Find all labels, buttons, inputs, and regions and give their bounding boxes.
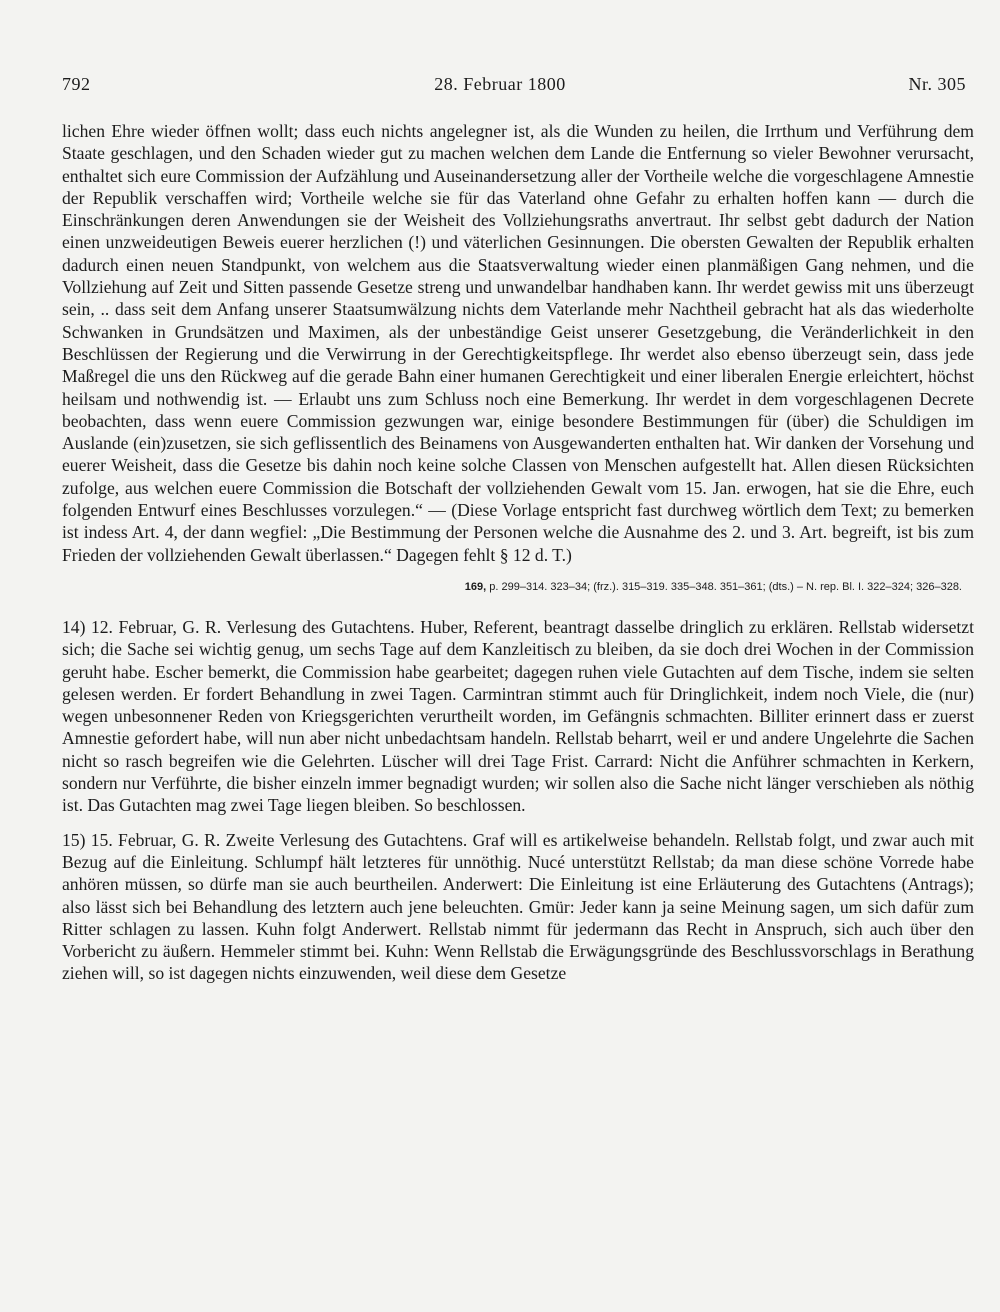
paragraph-commission-report: lichen Ehre wieder öffnen wollt; dass euch nichts angelegner ist, als die Wunden zu heilen, die Irrthum und Verführung dem Staate geschlagen, und den Schaden wieder gut zu machen welchen dem Lande die Entfernung so vieler Bewohner verursacht, enthaltet sich eure Commission der Aufzählung und Auseinandersetzung aller der Vortheile welche die vorgeschlagene Amnestie der Republik verschaffen wird; Vortheile welche sie für das Vaterland ohne Gefahr zu erhalten hoffen kann — durch die Einschränkungen deren Anwendungen sie der Weisheit des Vollziehungsraths anvertraut. Ihr selbst gebt dadurch der Nation einen unzweideutigen Beweis euerer herzlichen (!) und väterlichen Gesinnungen. Die obersten Gewalten der Republik erhalten dadurch einen neuen Standpunkt, von welchem aus die Staatsverwaltung wieder einen planmäßigen Gang nehmen, und die Vollziehung auf Zeit und Sitten passende Gesetze streng und unwandelbar handhaben kann. Ihr werdet gewiss mit uns überzeugt sein, .. dass seit dem Anfang unserer Staatsumwälzung nichts dem Vaterlande mehr Nachtheil gebracht hat als das wiederholte Schwanken in Grundsätzen und Maximen, als der unbeständige Geist unserer Gesetzgebung, die Veränderlichkeit in den Beschlüssen der Regierung und die Verwirrung in der Gerechtigkeitspflege. Ihr werdet also ebenso überzeugt sein, dass jede Maßregel die uns den Rückweg auf die gerade Bahn einer humanen Gerechtigkeit und einer liberalen Energie erleichtert, höchst heilsam und nothwendig ist. — Erlaubt uns zum Schluss noch eine Bemerkung. Ihr werdet in dem vorgeschlagenen Decrete beobachten, dass wenn euere Commission gezwungen war, einige besondere Bestimmungen für (über) die Schuldigen im Auslande (ein)zusetzen, sie sich geflissentlich des Beinamens von Ausgewanderten enthalten hat. Wir danken der Vorsehung und euerer Weisheit, dass die Gesetze bis dahin noch keine solche Classen von Menschen aufgestellt hat. Allen diesen Rücksichten zufolge, aus welchen euere Commission die Botschaft der vollziehenden Gewalt vom 15. Jan. erwogen, hat sie die Ehre, euch folgenden Entwurf eines Beschlusses vorzulegen.“ — (Diese Vorlage entspricht fast durchweg wörtlich dem Text; zu bemerken ist indess Art. 4, der dann wegfiel: „Die Bestimmung der Personen welche die Ausnahme des 2. und 3. Art. begreift, ist bis zum Frieden der vollziehenden Gewalt überlassen.“ Dagegen fehlt § 12 d. T.) xyxy=(62,121,974,565)
source-reference xyxy=(62,580,962,594)
source-number: 169, xyxy=(464,580,487,593)
page-number: 792 xyxy=(62,74,91,94)
document-number: Nr. 305 xyxy=(908,74,966,94)
source-text: p. 299–314. 323–34; (frz.). 315–319. 335–348. 351–361; (dts.) – N. rep. Bl. I. 322–324; 326–328. xyxy=(489,580,962,593)
paragraph-session-14: 14) 12. Februar, G. R. Verlesung des Gutachtens. Huber, Referent, beantragt dasselbe dringlich zu erklären. Rellstab widersetzt sich; die Sache sei wichtig genug, um sechs Tage auf dem Kanzleitisch zu bleiben, da sie doch drei Wochen in der Commission geruht habe. Escher bemerkt, die Commission habe gearbeitet; dagegen ruhen viele Gutachten auf dem Tische, indem sie selten gelesen werden. Er fordert Behandlung in zwei Tagen. Carmintran stimmt auch für Dringlichkeit, indem noch Viele, die (nur) wegen unbesonnener Reden von Kriegsgerichten verurtheilt worden, im Gefängnis schmachten. Billiter erinnert dass er zuerst Amnestie gefordert habe, will nun aber nicht unbedachtsam handeln. Rellstab beharrt, weil er und andere Ungelehrte die Sachen nicht so rasch begreifen wie die Gelehrten. Lüscher will drei Tage Frist. Carrard: Nicht die Anführer schmachten in Kerkern, sondern nur Verführte, die bisher einzeln immer begnadigt wurden; wir sollen also die Sache nicht länger verschieben als nöthig ist. Das Gutachten mag zwei Tage liegen bleiben. So beschlossen. xyxy=(62,616,974,816)
header-date: 28. Februar 1800 xyxy=(434,74,566,94)
page-header xyxy=(0,74,1000,108)
paragraph-session-15: 15) 15. Februar, G. R. Zweite Verlesung des Gutachtens. Graf will es artikelweise behandeln. Rellstab folgt, und zwar auch mit Bezug auf die Einleitung. Schlumpf hält letzteres für unnöthig. Nucé unterstützt Rellstab; da man diese schöne Vorrede habe anhören müssen, so dürfe man sie auch beurtheilen. Anderwert: Die Einleitung ist eine Erläuterung des Gutachtens (Antrags); also lässt sich bei Behandlung des letztern auch jene beleuchten. Gmür: Jeder kann ja seine Meinung sagen, um sich dafür zum Ritter schlagen zu lassen. Kuhn folgt Anderwert. Rellstab nimmt für jedermann das Recht in Anspruch, sich auch über den Vorbericht zu äußern. Hemmeler stimmt bei. Kuhn: Wenn Rellstab die Erwägungsgründe des Beschlussvorschlags in Berathung ziehen will, so ist dagegen nichts einzuwenden, weil diese dem Gesetze xyxy=(62,829,974,984)
page-body xyxy=(62,120,974,985)
